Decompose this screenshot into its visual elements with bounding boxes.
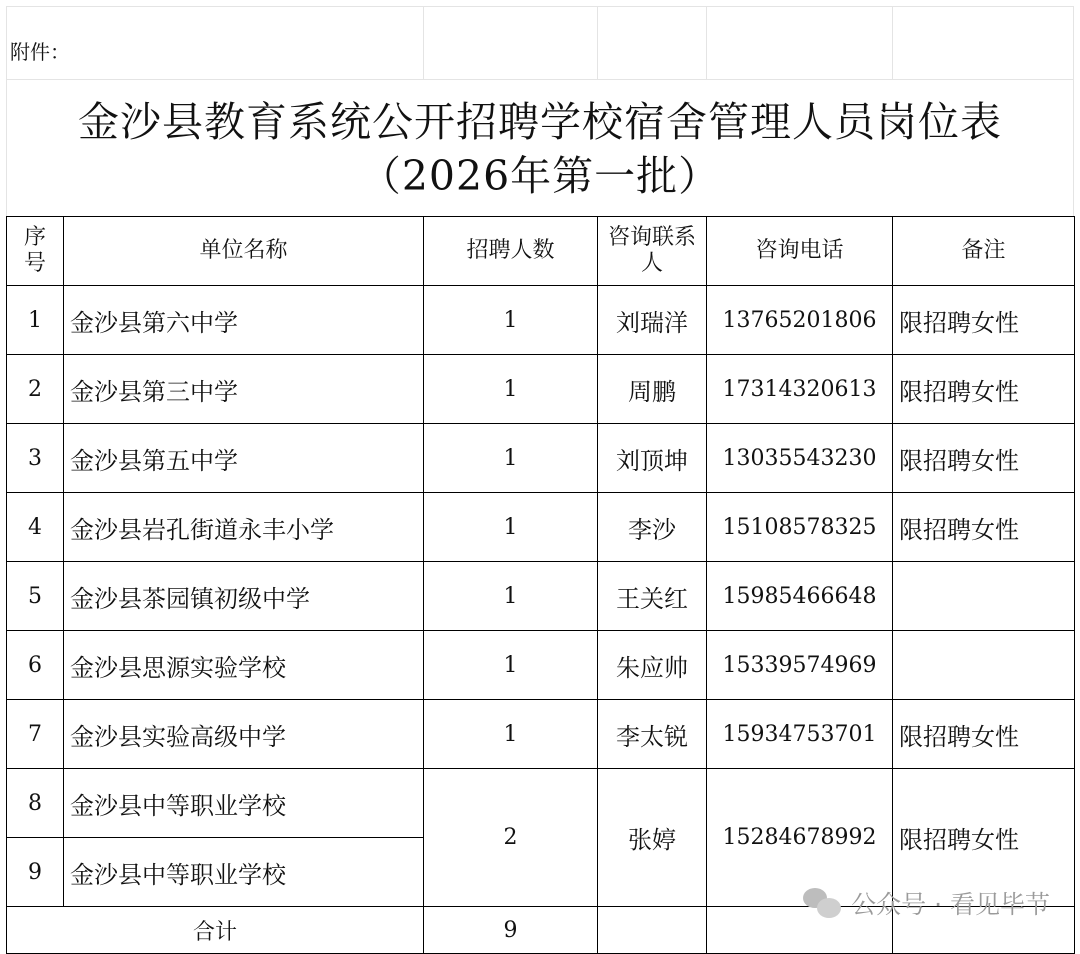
row-count: 1 bbox=[424, 700, 598, 769]
row-note bbox=[893, 631, 1075, 700]
row-note: 限招聘女性 bbox=[893, 355, 1075, 424]
row-note: 限招聘女性 bbox=[893, 700, 1075, 769]
row-unit: 金沙县茶园镇初级中学 bbox=[64, 562, 424, 631]
merged-count: 2 bbox=[424, 769, 598, 907]
header-phone: 咨询电话 bbox=[707, 217, 893, 286]
row-contact: 刘顶坤 bbox=[598, 424, 707, 493]
title-line-2: （2026年第一批） bbox=[359, 152, 721, 200]
table-row bbox=[7, 700, 1075, 769]
header-count: 招聘人数 bbox=[424, 217, 598, 286]
row-count: 1 bbox=[424, 286, 598, 355]
header-index: 序号 bbox=[7, 217, 64, 286]
row-note bbox=[893, 562, 1075, 631]
row-count: 1 bbox=[424, 355, 598, 424]
table-row bbox=[7, 424, 1075, 493]
table-row bbox=[7, 355, 1075, 424]
row-count: 1 bbox=[424, 631, 598, 700]
total-label: 合计 bbox=[7, 907, 424, 954]
row-unit: 金沙县岩孔街道永丰小学 bbox=[64, 493, 424, 562]
gridline bbox=[6, 79, 1074, 80]
row-phone: 15339574969 bbox=[707, 631, 893, 700]
watermark-text: 公众号 · 看见毕节 bbox=[851, 890, 1050, 919]
gridline bbox=[597, 6, 598, 79]
row-unit: 金沙县实验高级中学 bbox=[64, 700, 424, 769]
merged-contact: 张婷 bbox=[598, 769, 707, 907]
row-phone: 15108578325 bbox=[707, 493, 893, 562]
row-index: 9 bbox=[7, 838, 64, 907]
attachment-label: 附件： bbox=[10, 39, 70, 64]
table-row bbox=[7, 493, 1075, 562]
row-index: 7 bbox=[7, 700, 64, 769]
gridline bbox=[6, 6, 1074, 7]
row-index: 3 bbox=[7, 424, 64, 493]
table-row bbox=[7, 631, 1075, 700]
table-row bbox=[7, 769, 1075, 838]
row-unit: 金沙县第五中学 bbox=[64, 424, 424, 493]
row-count: 1 bbox=[424, 424, 598, 493]
row-contact: 周鹏 bbox=[598, 355, 707, 424]
row-unit: 金沙县中等职业学校 bbox=[64, 838, 424, 907]
row-phone: 15985466648 bbox=[707, 562, 893, 631]
row-index: 4 bbox=[7, 493, 64, 562]
row-phone: 15934753701 bbox=[707, 700, 893, 769]
header-unit: 单位名称 bbox=[64, 217, 424, 286]
row-count: 1 bbox=[424, 493, 598, 562]
row-unit: 金沙县第三中学 bbox=[64, 355, 424, 424]
spreadsheet-sheet bbox=[6, 6, 1074, 943]
row-index: 5 bbox=[7, 562, 64, 631]
title-line-1: 金沙县教育系统公开招聘学校宿舍管理人员岗位表 bbox=[78, 98, 1002, 146]
row-contact: 李沙 bbox=[598, 493, 707, 562]
merged-note: 限招聘女性 bbox=[893, 769, 1075, 907]
total-count: 9 bbox=[424, 907, 598, 954]
gridline bbox=[706, 6, 707, 79]
row-index: 6 bbox=[7, 631, 64, 700]
row-unit: 金沙县思源实验学校 bbox=[64, 631, 424, 700]
row-contact: 朱应帅 bbox=[598, 631, 707, 700]
row-note: 限招聘女性 bbox=[893, 424, 1075, 493]
wechat-icon bbox=[803, 886, 843, 920]
total-empty bbox=[598, 907, 707, 954]
row-contact: 王关红 bbox=[598, 562, 707, 631]
row-index: 2 bbox=[7, 355, 64, 424]
table-row bbox=[7, 286, 1075, 355]
row-phone: 13765201806 bbox=[707, 286, 893, 355]
row-note: 限招聘女性 bbox=[893, 493, 1075, 562]
header-note: 备注 bbox=[893, 217, 1075, 286]
header-row bbox=[7, 217, 1075, 286]
row-unit: 金沙县第六中学 bbox=[64, 286, 424, 355]
row-index: 8 bbox=[7, 769, 64, 838]
row-index: 1 bbox=[7, 286, 64, 355]
row-contact: 刘瑞洋 bbox=[598, 286, 707, 355]
row-unit: 金沙县中等职业学校 bbox=[64, 769, 424, 838]
positions-table bbox=[6, 216, 1075, 954]
row-phone: 17314320613 bbox=[707, 355, 893, 424]
document-title bbox=[6, 84, 1074, 214]
row-note: 限招聘女性 bbox=[893, 286, 1075, 355]
header-contact: 咨询联系人 bbox=[598, 217, 707, 286]
row-contact: 李太锐 bbox=[598, 700, 707, 769]
row-phone: 13035543230 bbox=[707, 424, 893, 493]
watermark bbox=[803, 885, 1050, 921]
row-count: 1 bbox=[424, 562, 598, 631]
gridline bbox=[423, 6, 424, 79]
merged-phone: 15284678992 bbox=[707, 769, 893, 907]
table-row bbox=[7, 562, 1075, 631]
gridline bbox=[892, 6, 893, 79]
